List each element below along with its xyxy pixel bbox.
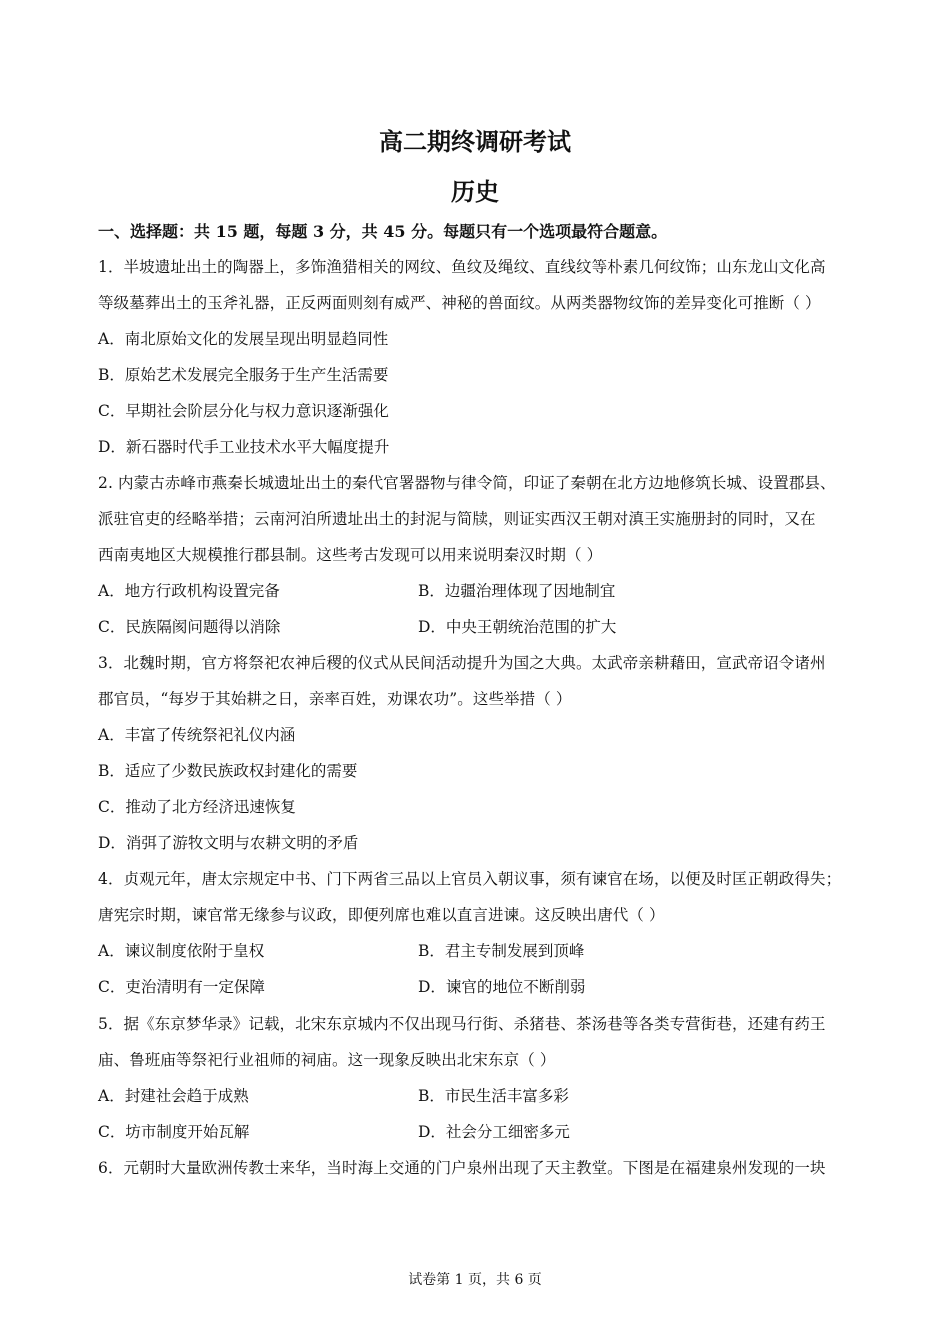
q3-stem-line-2: 郡官员，“每岁于其始耕之日，亲率百姓，劝课农功”。这些举措（ ） (98, 690, 572, 708)
q4-stem-line-2: 唐宪宗时期，谏官常无缘参与议政，即便列席也难以直言进谏。这反映出唐代（ ） (98, 906, 665, 924)
page-footer: 试卷第 1 页，共 6 页 (408, 1272, 542, 1288)
q5-option-c: C．坊市制度开始瓦解 (98, 1123, 250, 1141)
q1-stem-line-2: 等级墓葬出土的玉斧礼器，正反两面则刻有威严、神秘的兽面纹。从两类器物纹饰的差异变化可推断（ ） (98, 294, 821, 312)
q3-option-c: C．推动了北方经济迅速恢复 (98, 798, 296, 816)
q4-option-a: A．谏议制度依附于皇权 (98, 942, 265, 960)
q2-option-d: D．中央王朝统治范围的扩大 (418, 618, 617, 636)
q5-option-a: A．封建社会趋于成熟 (98, 1087, 249, 1105)
q1-option-b: B．原始艺术发展完全服务于生产生活需要 (98, 366, 389, 384)
q5-options-row-1 (98, 1086, 858, 1106)
q4-options-row-2 (98, 977, 858, 997)
q5-stem-line-1: 5．据《东京梦华录》记载，北宋东京城内不仅出现马行街、杀猪巷、茶汤巷等各类专营街巷，还建有药王 (98, 1015, 826, 1033)
exam-subject: 历史 (451, 177, 499, 206)
q3-option-d: D．消弭了游牧文明与农耕文明的矛盾 (98, 834, 359, 852)
q4-option-c: C．吏治清明有一定保障 (98, 978, 265, 996)
q2-options-row-1 (98, 581, 858, 601)
q5-stem-line-2: 庙、鲁班庙等祭祀行业祖师的祠庙。这一现象反映出北宋东京（ ） (98, 1051, 556, 1069)
section-heading: 一、选择题：共 15 题，每题 3 分，共 45 分。每题只有一个选项最符合题意。 (98, 222, 668, 241)
exam-title: 高二期终调研考试 (379, 127, 571, 156)
q1-option-d: D．新石器时代手工业技术水平大幅度提升 (98, 438, 390, 456)
q4-options-row-1 (98, 941, 858, 961)
q6-stem-line-1: 6．元朝时大量欧洲传教士来华，当时海上交通的门户泉州出现了天主教堂。下图是在福建泉州发现的一块 (98, 1159, 826, 1177)
q5-options-row-2 (98, 1122, 858, 1142)
q2-option-a: A．地方行政机构设置完备 (98, 582, 280, 600)
q5-option-d: D．社会分工细密多元 (418, 1123, 570, 1141)
q4-stem-line-1: 4．贞观元年，唐太宗规定中书、门下两省三品以上官员入朝议事，须有谏官在场，以便及时匡正朝政得失； (98, 870, 842, 888)
q1-stem-line-1: 1．半坡遗址出土的陶器上，多饰渔猎相关的网纹、鱼纹及绳纹、直线纹等朴素几何纹饰；山东龙山文化高 (98, 258, 826, 276)
q5-option-b: B．市民生活丰富多彩 (418, 1087, 569, 1105)
q4-option-b: B．君主专制发展到顶峰 (418, 942, 585, 960)
q2-stem-line-3: 西南夷地区大规模推行郡县制。这些考古发现可以用来说明秦汉时期（ ） (98, 546, 603, 564)
q2-option-c: C．民族隔阂问题得以消除 (98, 618, 281, 636)
q2-stem-line-2: 派驻官吏的经略举措；云南河泊所遗址出土的封泥与简牍，则证实西汉王朝对滇王实施册封的同时，又在 (98, 510, 816, 528)
q3-stem-line-1: 3．北魏时期，官方将祭祀农神后稷的仪式从民间活动提升为国之大典。太武帝亲耕藉田，宣武帝诏令诸州 (98, 654, 826, 672)
q3-option-b: B．适应了少数民族政权封建化的需要 (98, 762, 358, 780)
q1-option-a: A．南北原始文化的发展呈现出明显趋同性 (98, 330, 389, 348)
q3-option-a: A．丰富了传统祭祀礼仪内涵 (98, 726, 296, 744)
q2-options-row-2 (98, 617, 858, 637)
q4-option-d: D．谏官的地位不断削弱 (418, 978, 586, 996)
q1-option-c: C．早期社会阶层分化与权力意识逐渐强化 (98, 402, 389, 420)
q2-stem-line-1: 2. 内蒙古赤峰市燕秦长城遗址出土的秦代官署器物与律令简，印证了秦朝在北方边地修筑长城、设置郡县、 (98, 474, 836, 492)
q2-option-b: B．边疆治理体现了因地制宜 (418, 582, 616, 600)
